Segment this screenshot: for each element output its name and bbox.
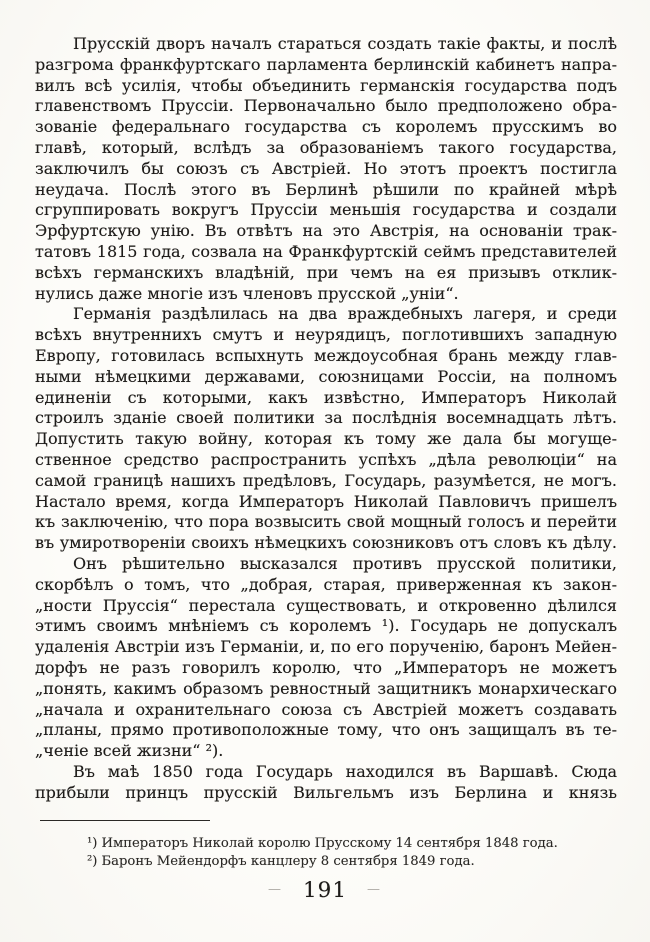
text-line: ными нѣмецкими державами, союзницами Россіи, на полномъ: [35, 366, 617, 386]
text-line: зованіе федеральнаго государства съ королемъ прусскимъ во: [35, 117, 617, 137]
text-line: самой границѣ нашихъ предѣловъ, Государь, разумѣется, не могъ.: [35, 470, 617, 490]
footnotes: [35, 835, 617, 870]
text-line: всѣхъ германскихъ владѣній, при чемъ на ея призывъ отклик-: [35, 262, 617, 282]
text-line: Германія раздѣлилась на два враждебныхъ лагеря, и среди: [73, 304, 617, 324]
text-line: Въ маѣ 1850 года Государь находился въ Варшавѣ. Сюда: [73, 761, 617, 781]
text-line: единеніи съ которыми, какъ извѣстно, Императоръ Николай: [35, 387, 617, 407]
text-line: Онъ рѣшительно высказался противъ прусской политики,: [73, 553, 617, 573]
footnote-item: [35, 835, 617, 853]
text-line: къ заключенію, что пора возвысить свой мощный голосъ и перейти: [35, 512, 617, 532]
text-line: неудача. Послѣ этого въ Берлинѣ рѣшили по крайней мѣрѣ: [35, 179, 617, 199]
text-line: нулись даже многіе изъ членовъ прусской „уніи“.: [35, 283, 459, 303]
text-line: ственное средство распространить успѣхъ „дѣла революціи“ на: [35, 449, 617, 469]
page-number: 191: [302, 878, 348, 903]
text-line: прибыли принцъ прусскій Вильгельмъ изъ Берлина и князь: [35, 782, 617, 802]
text-line: Допустить такую войну, которая къ тому же дала бы могуще-: [35, 429, 617, 449]
text-line: строилъ зданіе своей политики за послѣднія восемнадцать лѣтъ.: [35, 408, 617, 428]
footnote-text: Императоръ Николай королю Прусскому 14 сентября 1848 года.: [101, 836, 558, 851]
text-line: „ченіе всей жизни“ ²).: [35, 741, 224, 761]
footnote-text: Баронъ Мейендорфъ канцлеру 8 сентября 1849 года.: [101, 853, 475, 869]
text-line: „ности Пруссія“ перестала существовать, и откровенно дѣлился: [35, 595, 617, 615]
text-line: всѣхъ внутреннихъ смутъ и неурядицъ, поглотившихъ западную: [35, 325, 617, 345]
left-dash-mark: —: [267, 882, 283, 897]
footnote-marker: ¹): [87, 836, 98, 851]
text-line: этимъ своимъ мнѣніемъ съ королемъ ¹). Государь не допускалъ: [35, 616, 617, 636]
footnote-item: [35, 853, 617, 871]
text-line: главѣ, который, вслѣдъ за образованіемъ такого государства,: [35, 137, 617, 157]
text-line: Настало время, когда Императоръ Николай Павловичъ пришелъ: [35, 491, 617, 511]
text-line: татовъ 1815 года, созвала на Франкфуртскій сеймъ представителей: [35, 241, 617, 261]
text-line: вилъ всѣ усилія, чтобы объединить германскія государства подъ: [35, 75, 617, 95]
text-line: въ умиротвореніи своихъ нѣмецкихъ союзниковъ отъ словъ къ дѣлу.: [35, 533, 617, 553]
text-line: „понять, какимъ образомъ ревностный защитникъ монархическаго: [35, 678, 617, 698]
text-line: Прусскій дворъ началъ стараться создать такіе факты, и послѣ: [73, 34, 617, 53]
text-line: главенствомъ Пруссіи. Первоначально было предположено обра-: [35, 96, 617, 116]
footnote-marker: ²): [87, 853, 98, 869]
text-line: разгрома франкфуртскаго парламента берлинскій кабинетъ напра-: [35, 54, 617, 74]
text-line: „планы, прямо противоположные тому, что онъ защищалъ въ те-: [35, 720, 617, 740]
text-line: Эрфуртскую унію. Въ отвѣтъ на это Австрія, на основаніи трак-: [35, 221, 617, 241]
text-line: Европу, готовилась вспыхнуть междоусобная брань между глав-: [35, 345, 617, 365]
footnote-divider: [40, 820, 210, 821]
text-line: „начала и охранительнаго союза съ Австріей можетъ создавать: [35, 699, 617, 719]
text-line: дорфъ не разъ говорилъ королю, что „Императоръ не можетъ: [35, 657, 617, 677]
text-line: сгруппировать вокругъ Пруссіи меньшія государства и создали: [35, 200, 617, 220]
text-line: скорбѣлъ о томъ, что „добрая, старая, приверженная къ закон-: [35, 574, 617, 594]
text-line: удаленія Австріи изъ Германіи, и, по его порученію, баронъ Мейен-: [35, 637, 617, 657]
right-dash-mark: —: [367, 882, 383, 897]
text-block: [35, 34, 617, 803]
text-line: заключилъ бы союзъ съ Австріей. Но этотъ проектъ постигла: [35, 158, 617, 178]
page-footer: [0, 878, 650, 903]
